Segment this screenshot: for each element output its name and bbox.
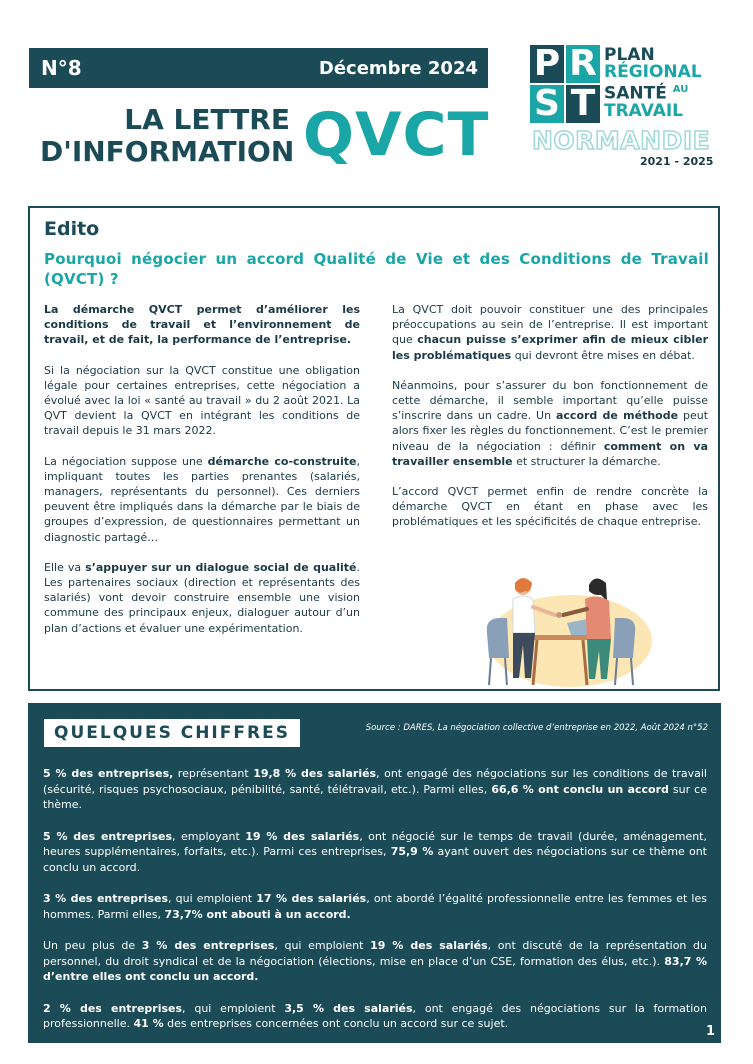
logo-letter-t: T <box>566 85 600 123</box>
qvct-title: QVCT <box>303 100 490 170</box>
logo-text <box>604 47 702 120</box>
figures-heading: QUELQUES CHIFFRES <box>44 719 300 747</box>
edito-heading: Edito <box>44 218 100 240</box>
edito-paragraph: Néanmoins, pour s’assurer du bon fonctionnement de cette démarche, il semble important qu’elle puisse s’inscrire dans un cadre. Un accord de méthode peut alors fixer les règles du fonctionnement. C’est le premier niveau de la négociation : définir comment on va travailler ensemble et structurer la démarche. <box>392 378 709 468</box>
issue-date: Décembre 2024 <box>318 57 478 79</box>
handshake-illustration <box>475 573 655 688</box>
edito-section <box>28 206 720 691</box>
logo-line-3: SANTÉ <box>604 83 667 104</box>
logo-years: 2021 - 2025 <box>640 155 714 168</box>
prst-logo <box>530 45 720 170</box>
logo-line-4: TRAVAIL <box>604 100 684 121</box>
edito-intro: La démarche QVCT permet d’améliorer les conditions de travail et l’environnement de travail, et de fait, la performance de l’entreprise. <box>44 303 360 347</box>
logo-letter-p: P <box>530 45 564 83</box>
figures-source: Source : DARES, La négociation collective d’entreprise en 2022, Août 2024 n°52 <box>365 723 708 733</box>
title-line-1: LA LETTRE <box>124 103 290 136</box>
figures-section <box>28 703 721 1043</box>
edito-paragraph: La QVCT doit pouvoir constituer une des principales préoccupations au sein de l’entreprise. Il est important que chacun puisse s’exprimer afin de mieux cibler les problématiques qui devront être mises en débat. <box>392 303 708 362</box>
issue-number: N°8 <box>41 56 82 80</box>
edito-subtitle: Pourquoi négocier un accord Qualité de Vie et des Conditions de Travail (QVCT) ? <box>44 250 709 288</box>
figure-item: 5 % des entreprises, représentant 19,8 % des salariés, ont engagé des négociations sur les conditions de travail (sécurité, risques psychosociaux, pénibilité, santé, télétravail, etc.). Parmi elles, 66,6 % ont conclu un accord sur ce thème. <box>43 767 707 811</box>
figure-item: 5 % des entreprises, employant 19 % des salariés, ont négocié sur le temps de travail (durée, aménagement, heures supplémentaires, forfaits, etc.). Parmi ces entreprises, 75,9 % ayant ouvert des négociations sur ce thème ont conclu un accord. <box>43 829 707 874</box>
edito-column-right <box>392 302 708 545</box>
edito-paragraph: L’accord QVCT permet enfin de rendre concrète la démarche QVCT en étant en phase avec les problématiques et les spécificités de chaque entreprise. <box>392 485 708 529</box>
edito-column-left <box>44 302 360 651</box>
edito-paragraph: Si la négociation sur la QVCT constitue une obligation légale pour certaines entreprises, cette négociation a évolué avec la loi « santé au travail » du 2 août 2021. La QVT devient la QVCT en intégrant les conditions de travail depuis le 31 mars 2022. <box>44 363 360 438</box>
figure-item: 2 % des entreprises, qui emploient 3,5 % des salariés, ont engagé des négociations sur la formation professionnelle. 41 % des entreprises concernées ont conclu un accord sur ce sujet. <box>43 1001 707 1030</box>
page-number: 1 <box>705 1024 715 1039</box>
logo-region: NORMANDIE <box>532 126 711 155</box>
figures-body <box>43 766 707 1048</box>
figure-item: 3 % des entreprises, qui emploient 17 % des salariés, ont abordé l’égalité professionnelle entre les femmes et les hommes. Parmi elles, 73,7% ont abouti à un accord. <box>43 892 707 921</box>
figure-item: Un peu plus de 3 % des entreprises, qui emploient 19 % des salariés, ont discuté de la représentation du personnel, du droit syndical et de la négociation (élections, mise en place d’un CSE, formation des élus, etc.). 83,7 % d’entre elles ont conclu un accord. <box>43 939 707 983</box>
issue-bar <box>29 48 488 88</box>
edito-paragraph: La négociation suppose une démarche co-construite, impliquant toutes les parties prenantes (salariés, managers, représentants du personnel). Ces derniers peuvent être impliqués dans la démarche par le biais de groupes d’expression, de questionnaires permettant un diagnostic partagé… <box>44 454 360 544</box>
title-line-2: D'INFORMATION <box>40 135 295 168</box>
edito-paragraph: Elle va s’appuyer sur un dialogue social de qualité. Les partenaires sociaux (direction et représentants des salariés) vont devoir construire ensemble une vision commune des principaux enjeux, dialoguer autour d’un plan d’actions et évaluer une expérimentation. <box>44 560 360 635</box>
logo-letter-r: R <box>566 45 600 83</box>
logo-line-2: RÉGIONAL <box>604 62 702 82</box>
logo-letter-s: S <box>530 85 564 123</box>
logo-line-3-small: AU <box>672 84 689 95</box>
logo-line-1: PLAN <box>604 45 655 65</box>
newsletter-title <box>40 103 295 168</box>
